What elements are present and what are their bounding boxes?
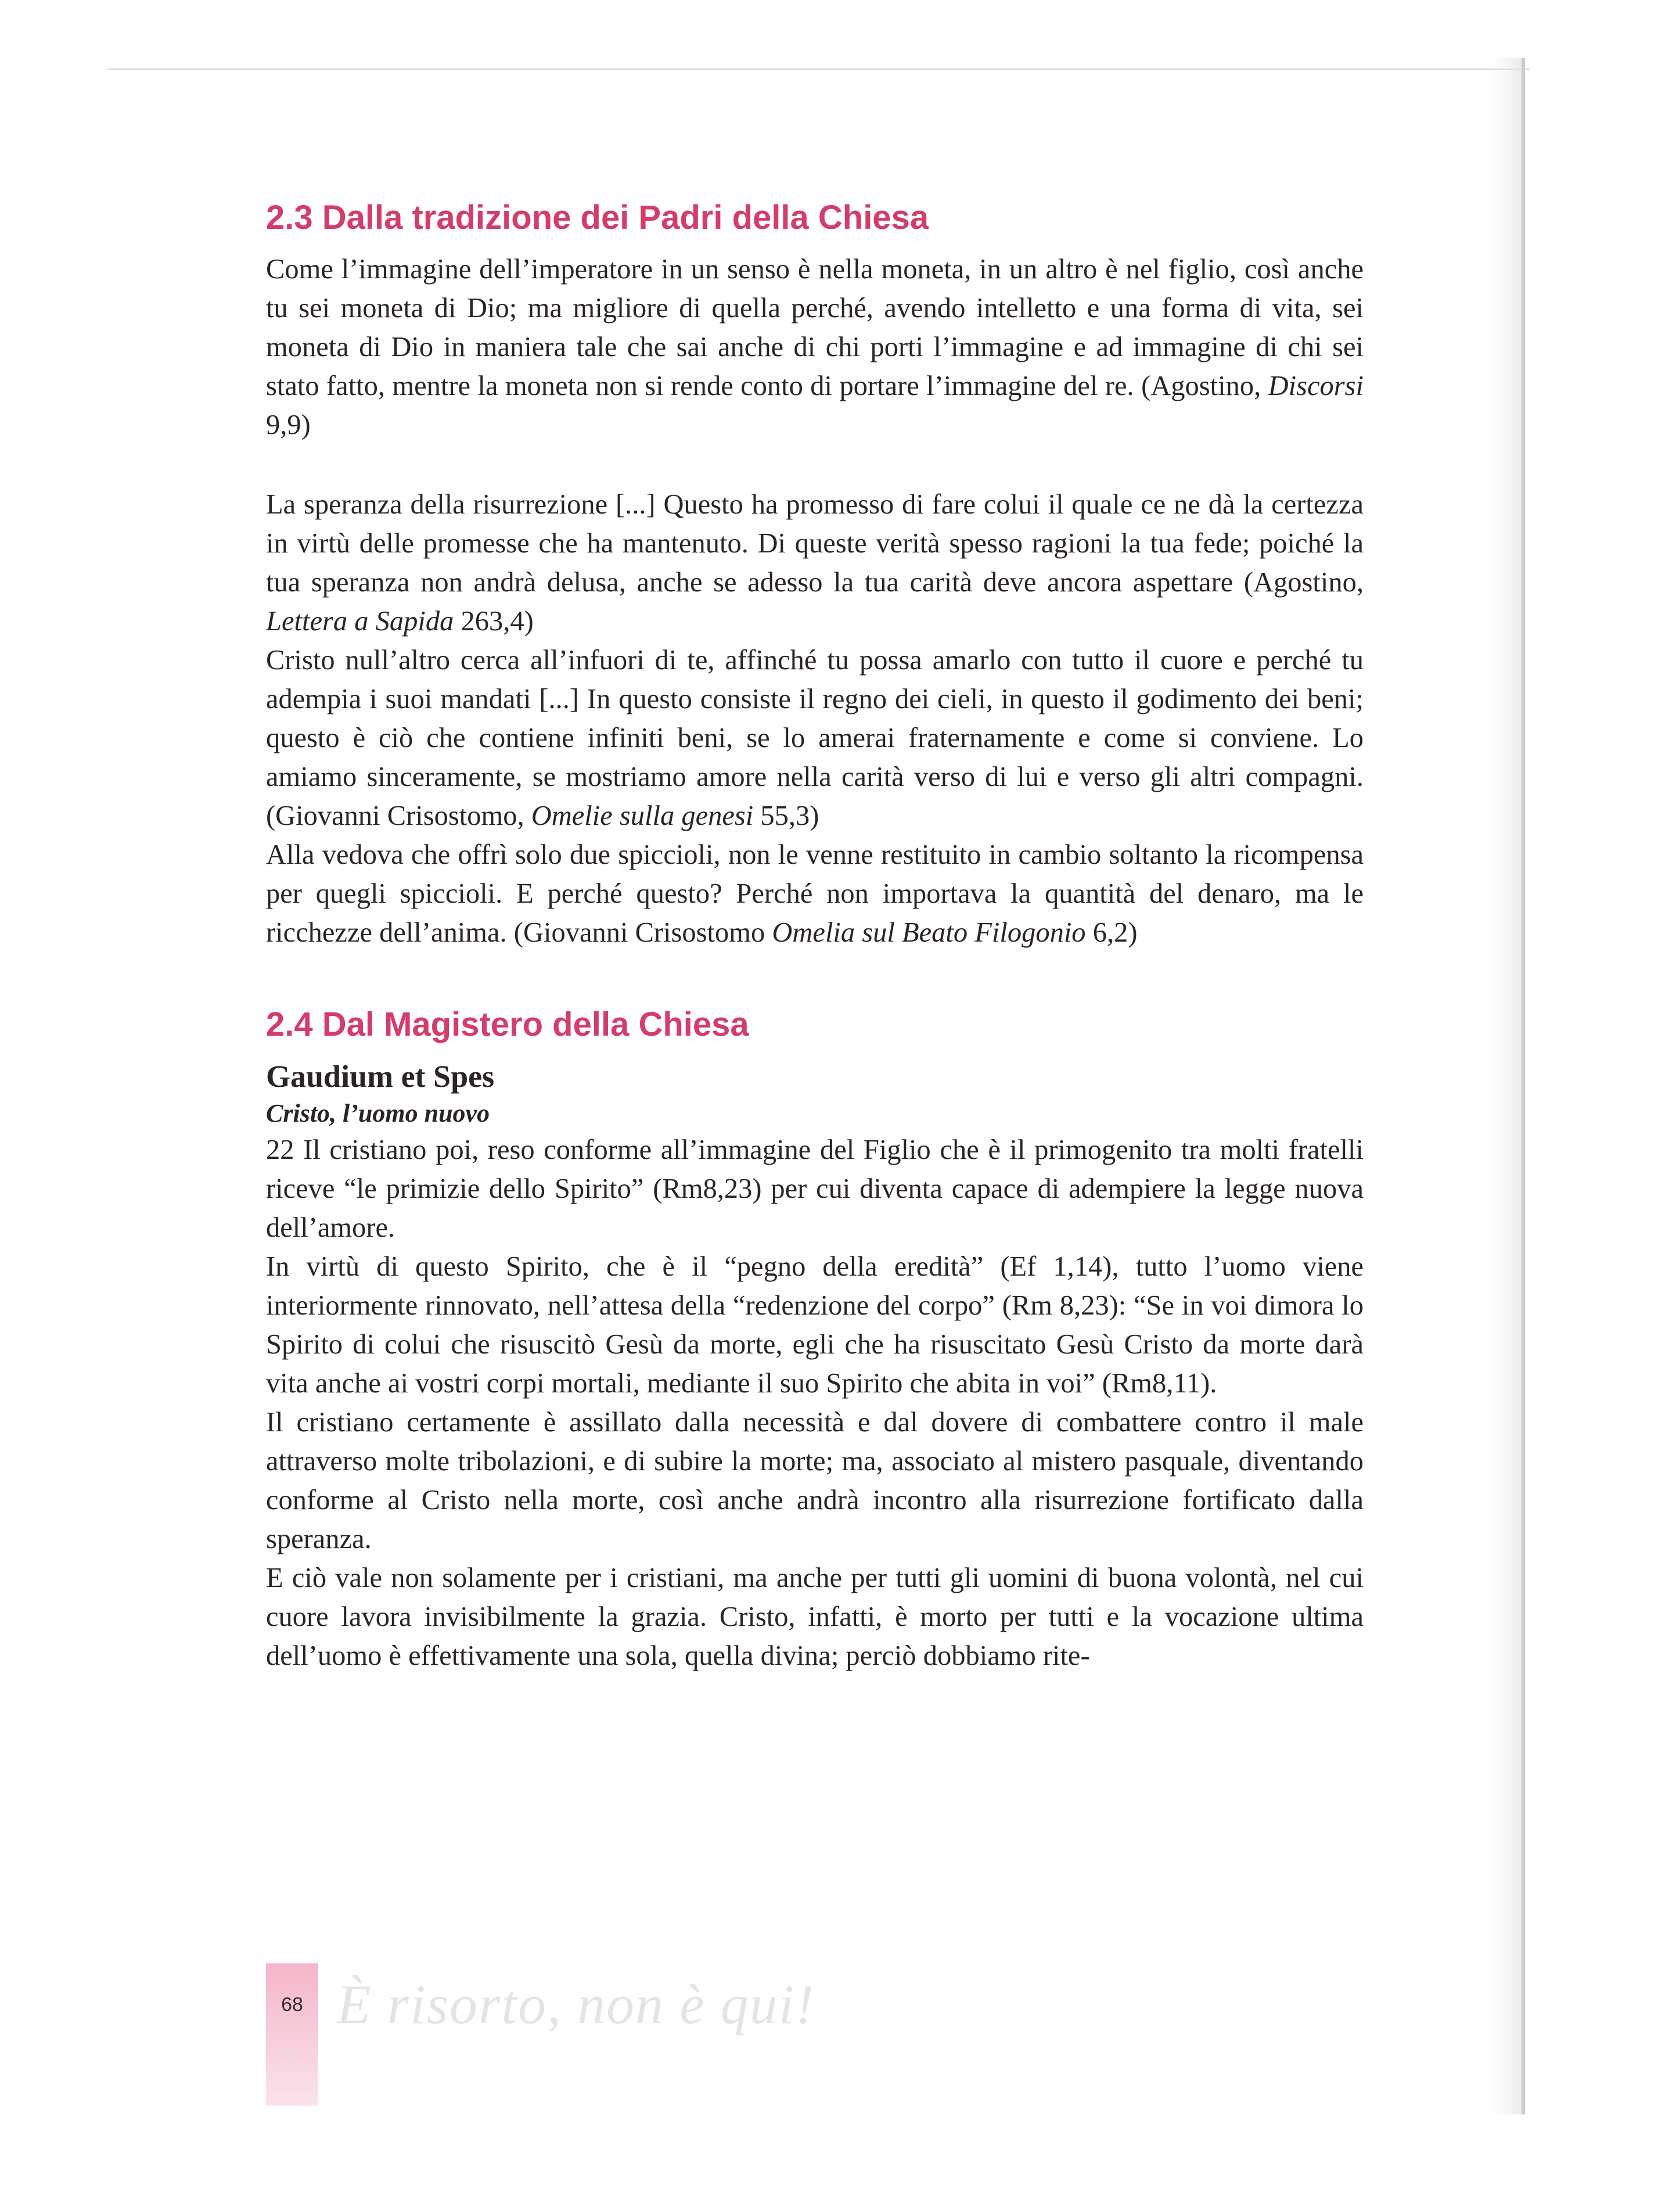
quote-work-title: Omelie sulla genesi	[531, 800, 754, 831]
page-content	[266, 198, 1364, 1675]
spacer	[266, 444, 1364, 485]
quote-crisostomo-genesi	[266, 641, 1364, 835]
document-subtitle: Cristo, l’uomo nuovo	[266, 1099, 490, 1128]
footer-accent-bar	[266, 1963, 318, 2106]
quote-text: Alla vedova che offrì solo due spiccioli, non le venne restituito in cambio soltanto la ricompensa per quegli spiccioli. E perché questo? Perché non importava la quantità del denaro, ma le ricchezze dell’anima. (Giovanni Crisostomo	[266, 839, 1364, 948]
page-fold	[1522, 58, 1525, 2114]
scan-edge-top	[107, 69, 1530, 70]
paragraph-cristiano: Il cristiano certamente è assillato dalla necessità e dal dovere di combattere contro il male attraverso molte tribolazioni, e di subire la morte; ma, associato al mistero pasquale, diventando conforme al Cristo nella morte, così anche andrà incontro alla risurrezione fortificato dalla speranza.	[266, 1406, 1364, 1554]
quote-ref: 55,3)	[753, 800, 819, 831]
quote-ref: 6,2)	[1085, 917, 1138, 948]
paragraph-buona-volonta: E ciò vale non solamente per i cristiani, ma anche per tutti gli uomini di buona volontà, nel cui cuore lavora invisibilmente la grazia. Cristo, infatti, è morto per tutti e la vocazione ultima dell’uomo è effettivamente una sola, quella divina; perciò dobbiamo rite-	[266, 1562, 1364, 1671]
document-title: Gaudium et Spes	[266, 1059, 495, 1094]
page-fold-shadow	[1492, 58, 1522, 2114]
quote-text: Come l’immagine dell’imperatore in un senso è nella moneta, in un altro è nel figlio, così anche tu sei moneta di Dio; ma migliore di quella perché, avendo intelletto e una forma di vita, sei moneta di Dio in maniera tale che sai anche di chi porti l’immagine e ad immagine di chi sei stato fatto, mentre la moneta non si rende conto di portare l’immagine del re. (Agostino,	[266, 253, 1364, 401]
quote-text: La speranza della risurrezione [...] Questo ha promesso di fare colui il quale ce ne dà la certezza in virtù delle promesse che ha mantenuto. Di queste verità spesso ragioni la tua fede; poiché la tua speranza non andrà delusa, anche se adesso la tua carità deve ancora aspettare (Agostino,	[266, 489, 1364, 598]
paragraph-spirito: In virtù di questo Spirito, che è il “pegno della eredità” (Ef 1,14), tutto l’uomo viene interiormente rinnovato, nell’attesa della “redenzione del corpo” (Rm 8,23): “Se in voi dimora lo Spirito di colui che risuscitò Gesù da morte, egli che ha risuscitato Gesù Cristo da morte darà vita anche ai vostri corpi mortali, mediante il suo Spirito che abita in voi” (Rm8,11).	[266, 1251, 1364, 1399]
spacer	[266, 238, 1364, 250]
quote-agostino-lettera	[266, 485, 1364, 641]
quote-ref: 9,9)	[266, 409, 311, 440]
paragraph-22: 22 Il cristiano poi, reso conforme all’immagine del Figlio che è il primogenito tra molti fratelli riceve “le primizie dello Spirito” (Rm8,23) per cui diventa capace di adempiere la legge nuova dell’amore.	[266, 1134, 1364, 1243]
quote-ref: 263,4)	[454, 605, 534, 637]
quote-crisostomo-filogonio	[266, 835, 1364, 952]
spacer	[266, 1044, 1364, 1056]
quote-agostino-discorsi	[266, 250, 1364, 444]
section-heading-tradizione: 2.3 Dalla tradizione dei Padri della Chiesa	[266, 199, 929, 236]
section-heading-magistero: 2.4 Dal Magistero della Chiesa	[266, 1005, 749, 1043]
quote-work-title: Lettera a Sapida	[266, 605, 454, 637]
quote-work-title: Omelia sul Beato Filogonio	[772, 917, 1086, 948]
quote-text: Cristo null’altro cerca all’infuori di te, affinché tu possa amarlo con tutto il cuore e perché tu adempia i suoi mandati [...] In questo consiste il regno dei cieli, in questo il godimento dei beni; questo è ciò che contiene infiniti beni, se lo amerai fraternamente e come si conviene. Lo amiamo sinceramente, se mostriamo amore nella carità verso di lui e verso gli altri compagni. (Giovanni Crisostomo,	[266, 644, 1364, 831]
footer-book-title: È risorto, non è qui!	[337, 1973, 815, 2035]
quote-work-title: Discorsi	[1268, 370, 1364, 401]
page-number: 68	[281, 1994, 303, 2016]
spacer	[266, 952, 1364, 1004]
